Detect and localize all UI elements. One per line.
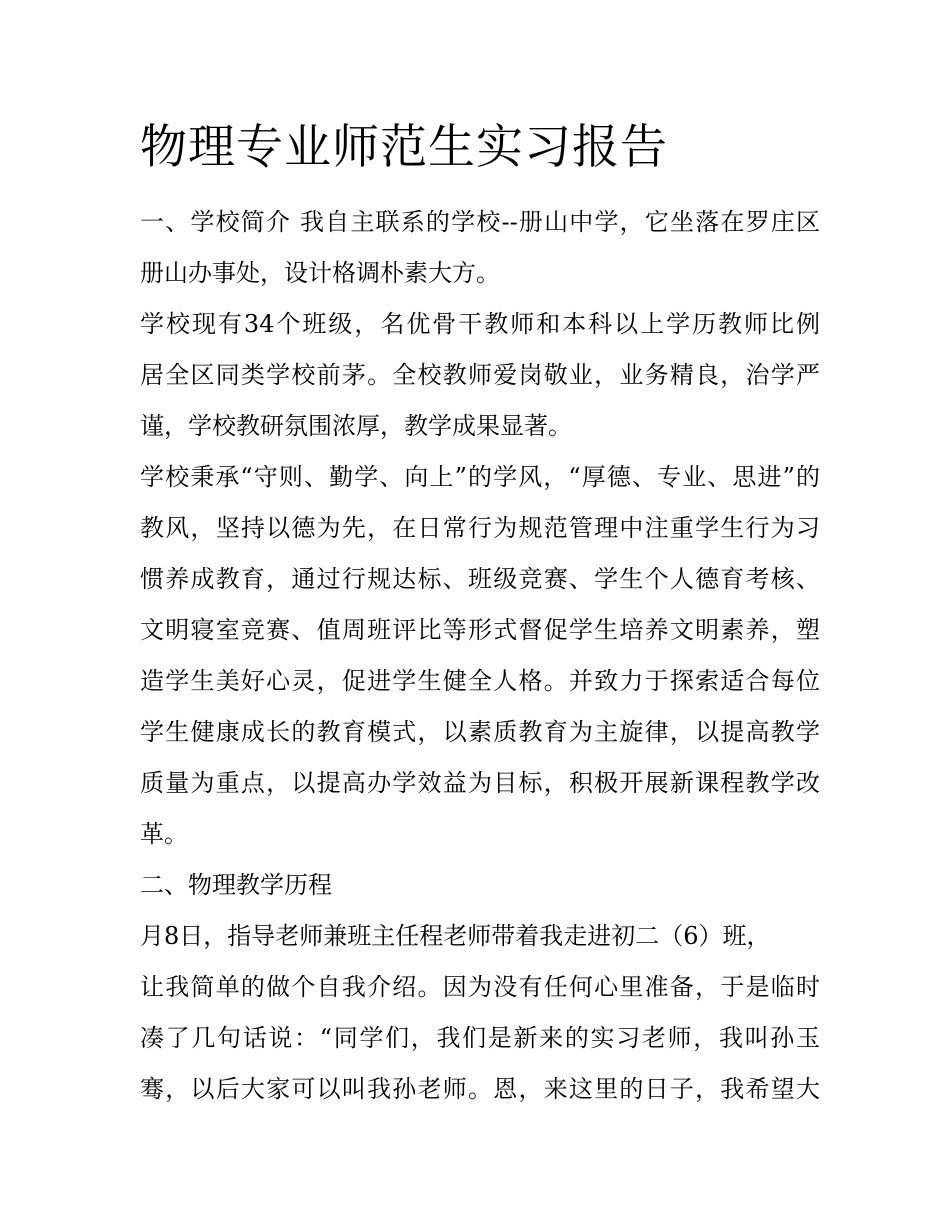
paragraph-line: 造学生美好心灵，促进学生健全人格。并致力于探索适合每位 [140,667,820,695]
section-heading: 二、物理教学历程 [140,871,332,899]
paragraph-line: 居全区同类学校前茅。全校教师爱岗敬业，业务精良，治学严 [140,361,820,389]
paragraph-line: 月8日，指导老师兼班主任程老师带着我走进初二（6）班， [140,922,771,950]
paragraph-line: 学生健康成长的教育模式，以素质教育为主旋律，以提高教学 [140,718,820,746]
document-body [140,200,820,1118]
paragraph-line: 教风，坚持以德为先，在日常行为规范管理中注重学生行为习 [140,514,820,542]
paragraph-line: 惯养成教育，通过行规达标、班级竞赛、学生个人德育考核、 [140,565,820,593]
paragraph-line: 学校现有34个班级，名优骨干教师和本科以上学历教师比例 [140,310,820,338]
paragraph-line: 让我简单的做个自我介绍。因为没有任何心里准备，于是临时 [140,973,820,1001]
paragraph-line: 谨，学校教研氛围浓厚，教学成果显著。 [140,412,572,440]
document-title: 物理专业师范生实习报告 [140,120,668,175]
paragraph-line: 骞，以后大家可以叫我孙老师。恩，来这里的日子，我希望大 [140,1075,820,1103]
paragraph-line: 学校秉承“守则、勤学、向上”的学风，“厚德、专业、思进”的 [140,463,820,491]
paragraph-line: 文明寝室竞赛、值周班评比等形式督促学生培养文明素养，塑 [140,616,820,644]
paragraph-line: 质量为重点，以提高办学效益为目标，积极开展新课程教学改 [140,769,820,797]
paragraph-line: 革。 [140,820,188,848]
paragraph-line: 凑了几句话说：“同学们，我们是新来的实习老师，我叫孙玉 [140,1024,820,1052]
paragraph-line: 一、学校简介 我自主联系的学校--册山中学，它坐落在罗庄区 [140,208,820,236]
paragraph-line: 册山办事处，设计格调朴素大方。 [140,259,500,287]
